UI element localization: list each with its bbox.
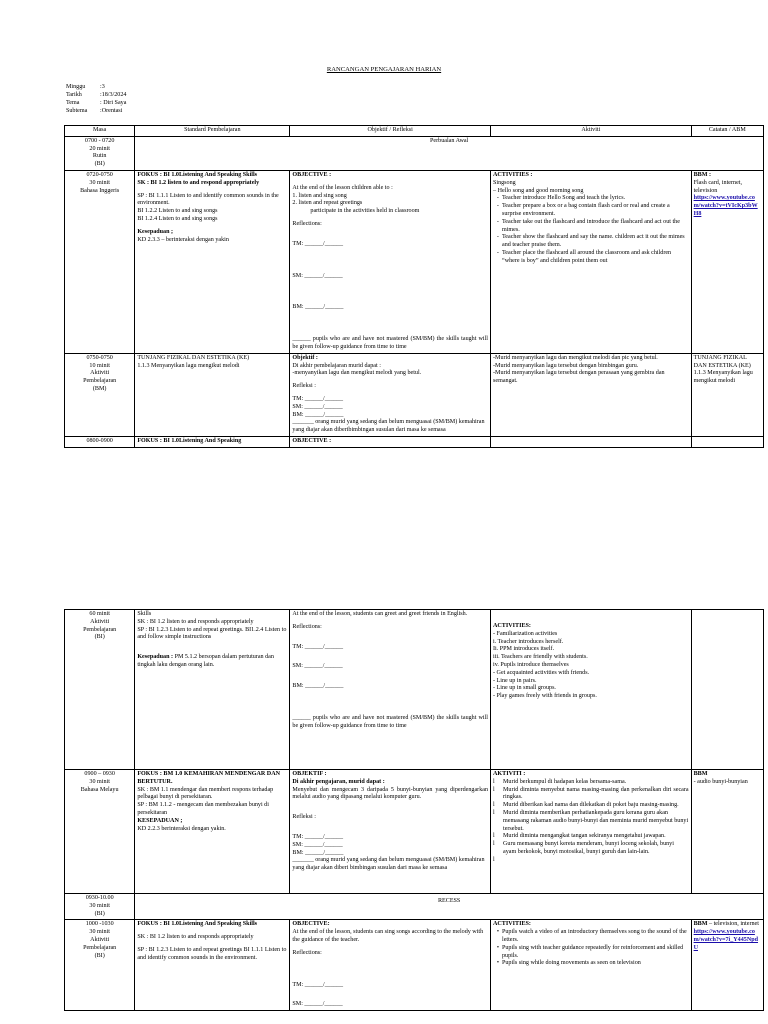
header-catatan: Catatan / ABM: [691, 126, 763, 137]
activities-label: ACTIVITIES:: [493, 623, 531, 629]
bbm-label: BBM: [693, 771, 708, 777]
duration: 10 minit: [89, 362, 110, 369]
sk: SK : BM 1.1 mendengar dan memberi respons terhadap pelbagai bunyi di persekitaran.: [137, 786, 274, 801]
time: 1000 -1030: [85, 921, 114, 928]
bbm-label: BBM :: [693, 171, 712, 178]
list-item: -Murid menyanyikan lagu dan mengikut melodi dan pic yang betul.: [493, 354, 658, 361]
objective-item: 1. listen and sing song: [292, 192, 347, 199]
span-cell: Perbualan Awal: [135, 136, 764, 170]
standard-cell: [135, 610, 290, 770]
subject: Bahasa Inggeris: [80, 187, 120, 194]
bullet-glyph: l: [493, 809, 495, 816]
sm-line: SM: ______/______: [292, 841, 343, 848]
masa-cell: [65, 353, 135, 436]
tm-line: TM: ______/______: [292, 833, 344, 840]
objektif-cell: [290, 353, 491, 436]
meta-value: :Orentasi: [100, 107, 123, 114]
list-item: i. Teacher introduces herself.: [493, 638, 564, 645]
activities-label: ACTIVITIES :: [493, 171, 533, 178]
duration: 60 minit: [89, 611, 110, 617]
standard-cell: [135, 770, 290, 894]
list-item: - Teacher place the flashcard all around the classroom and ask children “where is boy” and children point them out: [502, 250, 689, 266]
list-item: Murid diminta mengangkat tangan sekiranya mengetahui jawapan.: [503, 833, 666, 840]
sm-line: SM: ______/______: [292, 663, 343, 670]
bm-line: BM: ______/______: [292, 411, 344, 418]
objective-intro: Di akhir pengajaran, murid dapat :: [292, 778, 385, 785]
mastery-note: ______ pupils who are and have not mastered (SM/BM) the skills taught will be given follow-up guidance from time to time: [292, 336, 488, 350]
objektif-cell: [290, 170, 491, 353]
objective-intro: At the end of the lesson, students can greet and greet friends in English.: [292, 611, 468, 617]
fokus: FOKUS : BI 1.0Listening And Speaking Skills: [137, 921, 258, 928]
list-item: - Teacher take out the flashcard and introduce the flashcard and act out the mimes.: [502, 219, 689, 235]
sp: BI 1.2.2 Listen to and sing songs: [137, 208, 218, 215]
bbm-text: Flash card, internet, television: [693, 179, 742, 194]
objective-intro: At the end of the lesson children able to :: [292, 184, 393, 191]
lesson-meta: [66, 84, 126, 116]
bm-line: BM: ______/______: [292, 683, 344, 690]
objective-label: OBJECTIVE :: [292, 437, 332, 444]
list-item: Murid diminta memberikan perhatiankepada guru kerana guru akan memasang rakaman audio bunyi-bunyi dan meminta murid menyebut bunyi tersebut.: [503, 809, 689, 832]
sp: SP : BM 1.1.2 - mengecam dan membezakan bunyi di persekitaran: [137, 802, 269, 816]
list-item: -Murid menyanyikan lagu tersebut dengan bimbingan guru.: [493, 362, 639, 369]
activities-label: ACTIVITIES:: [493, 921, 531, 928]
table-row: [65, 170, 764, 353]
bullet-glyph: l: [493, 833, 495, 840]
table-row: [65, 894, 764, 920]
meta-value: :3: [100, 84, 105, 90]
header-objektif: Objektif / Refleksi: [290, 126, 491, 137]
language: (BI): [94, 161, 105, 168]
sm-line: SM: ______/______: [292, 403, 343, 410]
meta-key: Tema: [66, 99, 80, 106]
list-item: - Teacher show the flashcard and say the name. children act it out the mimes and teacher praise them.: [502, 234, 689, 250]
header-aktiviti: Aktiviti: [491, 126, 692, 137]
objective-label: OBJECTIVE:: [292, 921, 330, 928]
activities-label: AKTIVITI :: [493, 771, 526, 777]
objektif-cell: [290, 436, 491, 447]
duration: 20 minit: [89, 145, 110, 152]
bullet-glyph: l: [493, 786, 495, 793]
masa-cell: [65, 920, 135, 1011]
meta-key: Subtema: [66, 107, 88, 114]
duration: 30 minit: [89, 902, 110, 909]
fokus: FOKUS : BI 1.0Listening And Speaking: [137, 437, 242, 444]
sp: SP : BI 1.2.3 Listen to and repeat greetings. BI1.2.4 Listen to and follow simple instructions: [137, 626, 287, 641]
standard-cell: [135, 353, 290, 436]
tm-line: TM: ______/______: [292, 981, 344, 988]
masa-cell: [65, 610, 135, 770]
subject: Pembelajaran: [83, 944, 117, 951]
table-row: [65, 920, 764, 1011]
sp: 1.1.3 Menyanyikan lagu mengikut melodi: [137, 362, 240, 369]
activity-intro: – Hello song and good morning song: [493, 187, 584, 194]
sk: SK : BI 1.2 listen to and respond appropriately: [137, 179, 260, 186]
language: (BI): [94, 952, 105, 959]
meta-value: :18/3/2024: [100, 91, 127, 98]
mastery-note: _______ orang murid yang sedang dan belum menguasai (SM/BM) kemahiran yang diajar akan diberi bimbingan susulan dari masa ke semasa: [292, 857, 485, 872]
masa-cell: 0800-0900: [65, 436, 135, 447]
sp-title: TUNJANG FIZIKAL DAN ESTETIKA (KE): [137, 354, 250, 361]
mastery-note: ______ pupils who are and have not mastered (SM/BM) the skills taught will be given follow-up guidance from time to time: [292, 714, 488, 729]
list-item: - Familiarization activities: [493, 630, 558, 637]
fokus: FOKUS : BM 1.0 KEMAHIRAN MENDENGAR DAN BERTUTUR.: [137, 771, 281, 785]
table-row: [65, 136, 764, 170]
kesepaduan: PM 5.1.2 bersopan dalam pertuturan dan tingkah laku dengan orang lain.: [137, 654, 274, 668]
kesepaduan-label: KESEPADUAN ;: [137, 817, 183, 824]
kesepaduan: KD 2.3.3 – berinteraksi dengan yakin: [137, 236, 229, 243]
list-item: - Line up in pairs.: [493, 677, 537, 684]
list-item: [503, 857, 689, 865]
language: (BI): [94, 634, 105, 641]
list-item: - Play games freely with friends in groups.: [493, 693, 597, 700]
list-item: Murid diminta menyebut nama masing-masing dan perkenalkan diri secara ringkas.: [503, 786, 689, 801]
kesepaduan-label: Kesepaduan ;: [137, 228, 174, 235]
masa-cell: [65, 894, 135, 920]
time: 0930-10.00: [85, 895, 114, 901]
language: (BI): [94, 910, 105, 917]
table-row: [65, 610, 764, 770]
fokus: FOKUS : BI 1.0Listening And Speaking Skills: [137, 171, 258, 178]
sk: SK : BI 1.2 listen to and responds appropriately: [137, 934, 254, 941]
mastery-note: _______ orang murid yang sedang dan belum menguasai (SM/BM) kemahiran yang diajar akan diberibimbingan susulan dari masa ke semasa: [292, 419, 485, 434]
objektif-cell: [290, 920, 491, 1011]
bullet-glyph: l: [493, 778, 495, 785]
duration: 30 minit: [89, 778, 110, 785]
aktiviti-cell: [491, 436, 692, 447]
aktiviti-cell: [491, 170, 692, 353]
subject: Pembelajaran: [83, 378, 117, 385]
objective-item: -menyanyikan lagu dan mengikut melodi yang betul.: [292, 370, 422, 377]
objective-label: Objektif :: [292, 354, 318, 361]
meta-key: Tarikh: [66, 91, 82, 98]
objective-label: OBJECTIVE :: [292, 171, 332, 178]
page-title: RANCANGAN PENGAJARAN HARIAN: [326, 66, 442, 73]
sm-line: SM: ______/______: [292, 272, 343, 279]
subject: Pembelajaran: [83, 626, 117, 633]
catatan-text: TUNJANG FIZIKAL DAN ESTETIKA (KE) 1.1.3 Menyanyikan lagu mengikut melodi: [693, 354, 753, 385]
reflection-label: Refleksi :: [292, 814, 316, 821]
list-item: iii. Teachers are friendly with students.: [493, 654, 588, 661]
list-item: - Teacher prepare a box or a bag contain flash card or real and create a surprise environment.: [502, 203, 689, 219]
activity-subtitle: Singsong: [493, 179, 516, 186]
list-item: Guru memasang bunyi kereta menderam, bunyi loceng sekolah, bunyi ayam berkokok, bunyi motosikal, bunyi guruh dan lain-lain.: [503, 841, 674, 855]
aktiviti-cell: [491, 353, 692, 436]
sm-line: SM: ______/______: [292, 1001, 343, 1008]
masa-cell: [65, 170, 135, 353]
bullet-glyph: l: [493, 802, 495, 809]
skills: Skills: [137, 611, 152, 617]
objective-text: Menyebut dan mengecam 3 daripada 5 bunyi-bunyian yang diperdengarkan melalui audio yang dipasang melalui komputer guru.: [292, 786, 488, 801]
bbm-text: – television, internet: [707, 921, 759, 928]
aktiviti-cell: [491, 920, 692, 1011]
tm-line: TM: ______/______: [292, 240, 344, 247]
span-cell: RECESS: [135, 894, 764, 920]
sk: SK : BI 1.2 listen to and responds appropriately: [137, 618, 254, 625]
meta-value: : Diri Saya: [100, 99, 127, 106]
list-item: • Pupils sing with teacher guidance repeatedly for reinforcement and skilled pupils.: [502, 945, 689, 961]
catatan-cell: [691, 170, 763, 353]
list-item: iv. Pupils introduce themselves: [493, 661, 569, 668]
standard-cell: [135, 920, 290, 1011]
sp: SP : BI 1.1.1 Listen to and identify common sounds in the environment.: [137, 192, 279, 207]
list-item: Ii. PPM introduces itself.: [493, 646, 555, 653]
catatan-cell: [691, 436, 763, 447]
bbm-text: - audio bunyi-bunyian: [693, 778, 748, 785]
list-item: Murid diberikan kad nama dan dilekatkan di poket baju masing-masing.: [503, 802, 679, 809]
objective-label: OBJEKTIF :: [292, 771, 327, 777]
reflection-label: Reflections:: [292, 220, 322, 227]
meta-key: Minggu: [66, 84, 86, 90]
objektif-cell: [290, 610, 491, 770]
table-row: [65, 353, 764, 436]
table-header-row: [65, 126, 764, 137]
kesepaduan-label: Kesepaduan :: [137, 654, 174, 661]
list-item: • Pupils sing while doing movements as seen on television: [502, 960, 689, 968]
lesson-table-page-1: [64, 125, 764, 448]
objective-item: 2. listen and repeat greetings: [292, 200, 363, 207]
subject: Bahasa Melayu: [80, 786, 119, 793]
objektif-cell: [290, 770, 491, 894]
lesson-table-page-2: [64, 609, 764, 1011]
reflection-label: Reflections:: [292, 623, 322, 630]
reflection-label: Reflections:: [292, 949, 322, 956]
bm-line: BM: ______/______: [292, 849, 344, 856]
list-item: - Get acquainted activities with friends.: [493, 669, 590, 676]
time: 0700 - 0720: [84, 137, 115, 144]
kesepaduan: KD 2.2.3 berinteraksi dengan yakin.: [137, 825, 226, 832]
time: 0900 – 0930: [84, 771, 115, 777]
reflection-label: Refleksi :: [292, 383, 316, 390]
objective-item: participate in the activities held in classroom: [310, 208, 420, 215]
subject: Rutin: [92, 153, 107, 160]
subject: Aktiviti: [90, 936, 110, 943]
masa-cell: [65, 770, 135, 894]
list-item: -Murid menyanyikan lagu tersebut dengan perasaan yang gembira dan semangat.: [493, 370, 665, 385]
youtube-link[interactable]: https://www.youtube.com/watch?v=7i_Y445NpdU: [693, 929, 759, 951]
standard-cell: [135, 170, 290, 353]
time: 0720-0750: [86, 171, 113, 178]
sp: BI 1.2.4 Listen to and sing songs: [137, 215, 218, 222]
list-item: Murid berkumpul di hadapan kelas bersama-sama.: [503, 778, 627, 785]
language: (BM): [92, 385, 107, 392]
catatan-cell: [691, 353, 763, 436]
subject: Aktiviti: [90, 370, 110, 377]
tm-line: TM: ______/______: [292, 395, 344, 402]
header-standard: Standard Pembelajaran: [135, 126, 290, 137]
header-masa: Masa: [65, 126, 135, 137]
aktiviti-cell: [491, 610, 692, 770]
table-row: [65, 770, 764, 894]
bullet-glyph: l: [493, 856, 495, 863]
list-item: - Teacher introduce Hello Song and teach the lyrics.: [502, 195, 689, 203]
standard-cell: [135, 436, 290, 447]
sp: SP : BI 1.2.3 Listen to and repeat greetings BI 1.1.1 Listen to and identify common sounds in the environment.: [137, 946, 287, 961]
catatan-cell: [691, 920, 763, 1011]
list-item: • Pupils watch a video of an introductory themselves song to the sound of the letters.: [502, 929, 689, 945]
masa-cell: [65, 136, 135, 170]
objective-intro: Di akhir pembelajaran murid dapat :: [292, 362, 381, 369]
catatan-cell: [691, 610, 763, 770]
bullet-glyph: l: [493, 841, 495, 848]
tm-line: TM: ______/______: [292, 643, 344, 650]
table-row: [65, 436, 764, 447]
objective-intro: At the end of the lesson, students can sing songs according to the melody with the guidance of the teacher.: [292, 929, 484, 943]
youtube-link[interactable]: https://www.youtube.com/watch?v=tVIcKp3bWH8: [693, 195, 758, 217]
duration: 30 minit: [89, 179, 110, 186]
subject: Aktiviti: [90, 618, 110, 625]
list-item: - Line up in small groups.: [493, 685, 556, 692]
duration: 30 minit: [89, 929, 110, 936]
catatan-cell: [691, 770, 763, 894]
bm-line: BM: ______/______: [292, 304, 344, 311]
bbm-label: BBM: [693, 921, 708, 928]
time: 0750-0750: [86, 354, 113, 361]
aktiviti-cell: [491, 770, 692, 894]
